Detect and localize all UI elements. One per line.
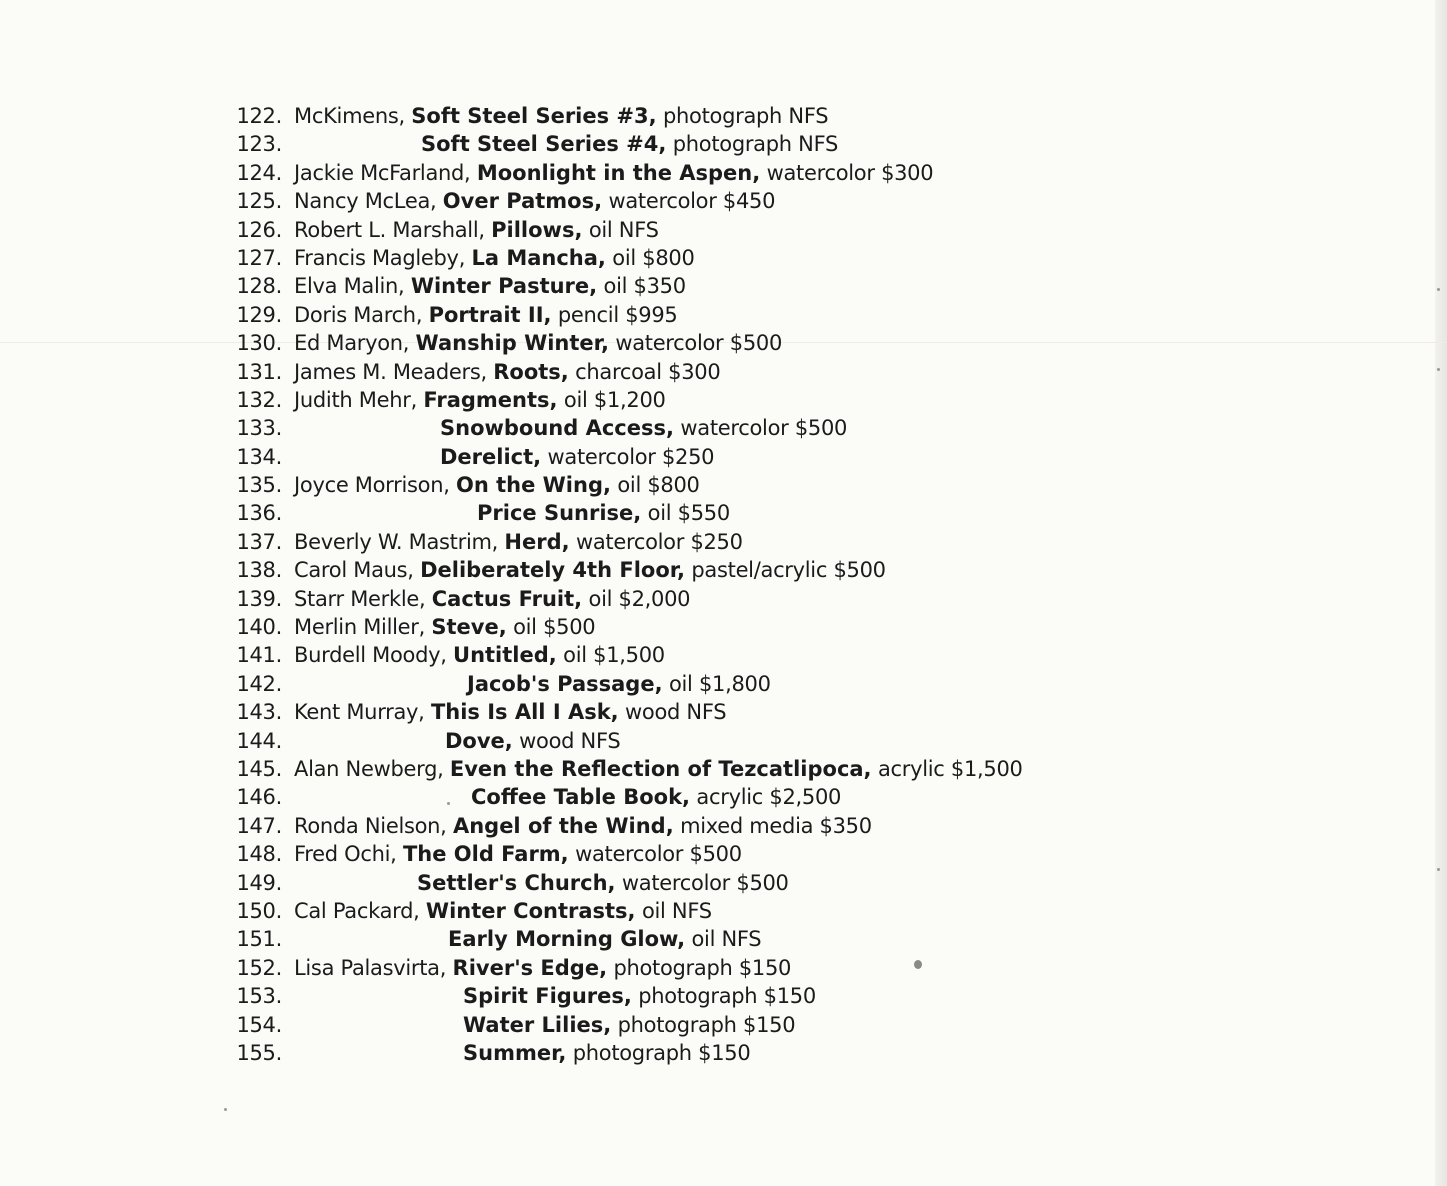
list-item	[0, 670, 1447, 698]
artwork-title: Winter Pasture,	[410, 274, 598, 299]
entry-text	[294, 755, 1023, 783]
paper-dot	[1437, 368, 1440, 371]
entry-number: 155.	[236, 1040, 282, 1065]
entry-number: 128.	[236, 274, 282, 299]
artwork-title: The Old Farm,	[402, 842, 569, 867]
artwork-details: watercolor $250	[575, 529, 743, 554]
artist-name: Fred Ochi,	[294, 842, 397, 867]
entry-text	[294, 272, 686, 300]
list-item	[0, 613, 1447, 641]
entry-text	[294, 301, 677, 329]
entry-text	[294, 159, 933, 187]
artwork-details: watercolor $250	[547, 444, 715, 469]
artwork-details: oil $1,500	[563, 643, 665, 668]
entry-number: 148.	[236, 842, 282, 867]
entry-text	[294, 329, 782, 357]
artwork-title: Winter Contrasts,	[425, 898, 636, 923]
artist-name: Doris March,	[294, 302, 423, 327]
entry-text	[417, 869, 789, 897]
artist-name: Cal Packard,	[294, 898, 420, 923]
list-item	[0, 925, 1447, 953]
artist-name: Starr Merkle,	[294, 586, 426, 611]
entry-text	[440, 443, 714, 471]
list-item	[0, 102, 1447, 130]
list-item	[0, 1011, 1447, 1039]
list-item	[0, 358, 1447, 386]
entry-text	[294, 698, 726, 726]
list-item	[0, 329, 1447, 357]
entry-number: 140.	[236, 615, 282, 640]
entry-number: 143.	[236, 700, 282, 725]
artwork-title: Snowbound Access,	[440, 416, 674, 441]
entry-number: 149.	[236, 870, 282, 895]
artwork-title: Jacob's Passage,	[467, 671, 663, 696]
list-item	[0, 897, 1447, 925]
entry-number: 123.	[236, 132, 282, 157]
paper-dot	[224, 1108, 227, 1111]
artist-name: Alan Newberg,	[294, 756, 444, 781]
list-item	[0, 244, 1447, 272]
entry-number: 130.	[236, 331, 282, 356]
artwork-details: wood NFS	[519, 728, 621, 753]
paper-speck	[914, 960, 922, 969]
artwork-details: oil NFS	[691, 927, 762, 952]
entry-number: 122.	[236, 104, 282, 128]
entry-text	[294, 102, 828, 130]
artwork-details: photograph $150	[617, 1012, 796, 1037]
artwork-title: Spirit Figures,	[463, 984, 632, 1009]
entry-text	[294, 358, 720, 386]
artwork-details: watercolor $500	[615, 331, 783, 356]
list-item	[0, 869, 1447, 897]
list-item	[0, 386, 1447, 414]
list-item	[0, 414, 1447, 442]
artwork-details: oil $800	[617, 473, 700, 498]
artwork-title: Soft Steel Series #3,	[411, 104, 657, 128]
entry-number: 147.	[236, 813, 282, 838]
artist-name: Merlin Miller,	[294, 615, 425, 640]
artist-name: James M. Meaders,	[294, 359, 487, 384]
list-item	[0, 954, 1447, 982]
list-item	[0, 528, 1447, 556]
entry-text	[294, 641, 665, 669]
entry-number: 141.	[236, 643, 282, 668]
artwork-details: wood NFS	[625, 700, 727, 725]
artwork-title: River's Edge,	[452, 955, 608, 980]
artwork-details: photograph $150	[572, 1040, 751, 1065]
artwork-title: Over Patmos,	[442, 189, 603, 214]
entry-number: 135.	[236, 473, 282, 498]
entry-text	[294, 216, 659, 244]
entry-number: 136.	[236, 501, 282, 526]
artwork-details: watercolor $500	[575, 842, 742, 867]
artist-name: Joyce Morrison,	[294, 473, 450, 498]
artwork-title: Roots,	[493, 359, 569, 384]
artwork-details: oil $800	[612, 245, 695, 270]
artwork-title: On the Wing,	[455, 473, 611, 498]
entry-number: 134.	[236, 444, 282, 469]
artwork-title: Deliberately 4th Floor,	[420, 558, 685, 583]
list-item	[0, 216, 1447, 244]
entry-number: 132.	[236, 387, 282, 412]
artwork-details: oil NFS	[641, 898, 712, 923]
artwork-details: watercolor $500	[680, 416, 848, 441]
entry-number: 150.	[236, 898, 282, 923]
entry-text	[294, 556, 886, 584]
list-item	[0, 783, 1447, 811]
artwork-title: Pillows,	[491, 217, 583, 242]
entry-number: 146.	[236, 785, 282, 810]
paper-dot	[1437, 288, 1440, 291]
entry-number: 137.	[236, 529, 282, 554]
entry-number: 154.	[236, 1012, 282, 1037]
artwork-details: oil $2,000	[588, 586, 691, 611]
artwork-details: oil $1,200	[563, 387, 666, 412]
entry-number: 144.	[236, 728, 282, 753]
artwork-details: oil $1,800	[668, 671, 771, 696]
artwork-title: Wanship Winter,	[415, 331, 609, 356]
entry-number: 129.	[236, 302, 282, 327]
artist-name: Jackie McFarland,	[294, 160, 471, 185]
artwork-details: oil NFS	[588, 217, 659, 242]
entry-number: 151.	[236, 927, 282, 952]
entry-text	[421, 130, 838, 158]
entry-text	[294, 613, 595, 641]
entry-text	[294, 897, 712, 925]
artwork-details: photograph $150	[638, 984, 816, 1009]
artwork-details: mixed media $350	[680, 813, 872, 838]
artist-name: Kent Murray,	[294, 700, 425, 725]
artwork-title: Even the Reflection of Tezcatlipoca,	[449, 756, 872, 781]
list-item	[0, 471, 1447, 499]
list-item	[0, 499, 1447, 527]
artwork-details: pastel/acrylic $500	[691, 558, 886, 583]
artist-name: Lisa Palasvirta,	[294, 955, 447, 980]
artist-name: Judith Mehr,	[294, 387, 417, 412]
entry-text	[294, 812, 872, 840]
list-item	[0, 301, 1447, 329]
artwork-title: Settler's Church,	[417, 870, 616, 895]
entry-text	[445, 727, 620, 755]
artwork-details: oil $550	[647, 501, 730, 526]
artwork-title: Price Sunrise,	[477, 501, 642, 526]
entry-number: 153.	[236, 984, 282, 1009]
artwork-details: photograph $150	[613, 955, 792, 980]
entry-number: 127.	[236, 245, 282, 270]
entry-text	[440, 414, 847, 442]
artist-name: Francis Magleby,	[294, 245, 466, 270]
artwork-title: Herd,	[504, 529, 570, 554]
entry-number: 138.	[236, 558, 282, 583]
list-item	[0, 272, 1447, 300]
artist-name: Ronda Nielson,	[294, 813, 447, 838]
artwork-title: Coffee Table Book,	[471, 785, 691, 810]
entry-text	[294, 585, 690, 613]
entry-text	[294, 528, 743, 556]
entry-text	[463, 1011, 795, 1039]
entry-text	[463, 982, 816, 1010]
list-item	[0, 556, 1447, 584]
artwork-details: acrylic $2,500	[696, 785, 842, 810]
entry-number: 133.	[236, 416, 282, 441]
artist-name: Nancy McLea,	[294, 189, 437, 214]
artwork-title: Water Lilies,	[463, 1012, 612, 1037]
entry-list	[0, 102, 1447, 1067]
list-item	[0, 982, 1447, 1010]
artwork-details: photograph NFS	[663, 104, 829, 128]
artwork-title: Steve,	[431, 615, 507, 640]
entry-number: 139.	[236, 586, 282, 611]
artwork-title: Dove,	[445, 728, 513, 753]
list-item	[0, 443, 1447, 471]
artwork-details: watercolor $300	[766, 160, 934, 185]
entry-text	[467, 670, 771, 698]
artwork-title: Portrait II,	[428, 302, 552, 327]
artwork-details: photograph NFS	[672, 132, 839, 157]
artist-name: Burdell Moody,	[294, 643, 447, 668]
entry-number: 152.	[236, 955, 282, 980]
artwork-title: Moonlight in the Aspen,	[476, 160, 761, 185]
entry-number: 125.	[236, 189, 282, 214]
artwork-title: Derelict,	[440, 444, 542, 469]
entry-text	[294, 386, 666, 414]
artwork-title: Early Morning Glow,	[448, 927, 686, 952]
artist-name: Elva Malin,	[294, 274, 405, 299]
entry-text	[477, 499, 730, 527]
list-item	[0, 698, 1447, 726]
artwork-title: This Is All I Ask,	[430, 700, 619, 725]
artwork-details: pencil $995	[557, 302, 678, 327]
entry-text	[294, 840, 742, 868]
artist-name: Beverly W. Mastrim,	[294, 529, 499, 554]
entry-text	[471, 783, 841, 811]
artwork-details: oil $500	[513, 615, 596, 640]
artwork-title: Fragments,	[423, 387, 558, 412]
artwork-title: Cactus Fruit,	[431, 586, 583, 611]
artwork-details: acrylic $1,500	[877, 756, 1023, 781]
entry-number: 131.	[236, 359, 282, 384]
artwork-details: oil $350	[603, 274, 686, 299]
list-item	[0, 840, 1447, 868]
entry-number: 142.	[236, 671, 282, 696]
artwork-title: Summer,	[463, 1040, 567, 1065]
entry-text	[294, 471, 700, 499]
artist-name: Ed Maryon,	[294, 331, 410, 356]
entry-number: 126.	[236, 217, 282, 242]
artwork-title: Soft Steel Series #4,	[421, 132, 667, 157]
list-item	[0, 130, 1447, 158]
list-item	[0, 755, 1447, 783]
paper-dot	[1437, 868, 1440, 871]
artwork-details: charcoal $300	[575, 359, 721, 384]
entry-number: 124.	[236, 160, 282, 185]
list-item	[0, 585, 1447, 613]
list-item	[0, 812, 1447, 840]
entry-text	[294, 954, 791, 982]
entry-number: 145.	[236, 756, 282, 781]
list-item	[0, 727, 1447, 755]
entry-text	[294, 187, 775, 215]
entry-text	[294, 244, 695, 272]
artist-name: Carol Maus,	[294, 558, 414, 583]
artwork-title: La Mancha,	[471, 245, 606, 270]
entry-text	[463, 1039, 750, 1067]
artist-name: Robert L. Marshall,	[294, 217, 485, 242]
artwork-details: watercolor $450	[608, 189, 776, 214]
paper-dot	[447, 802, 450, 805]
list-item	[0, 159, 1447, 187]
list-item	[0, 1039, 1447, 1067]
list-item	[0, 641, 1447, 669]
artwork-title: Angel of the Wind,	[452, 813, 674, 838]
artist-name: McKimens,	[294, 104, 405, 128]
artwork-details: watercolor $500	[621, 870, 789, 895]
entry-text	[448, 925, 761, 953]
artwork-title: Untitled,	[453, 643, 557, 668]
list-item	[0, 187, 1447, 215]
